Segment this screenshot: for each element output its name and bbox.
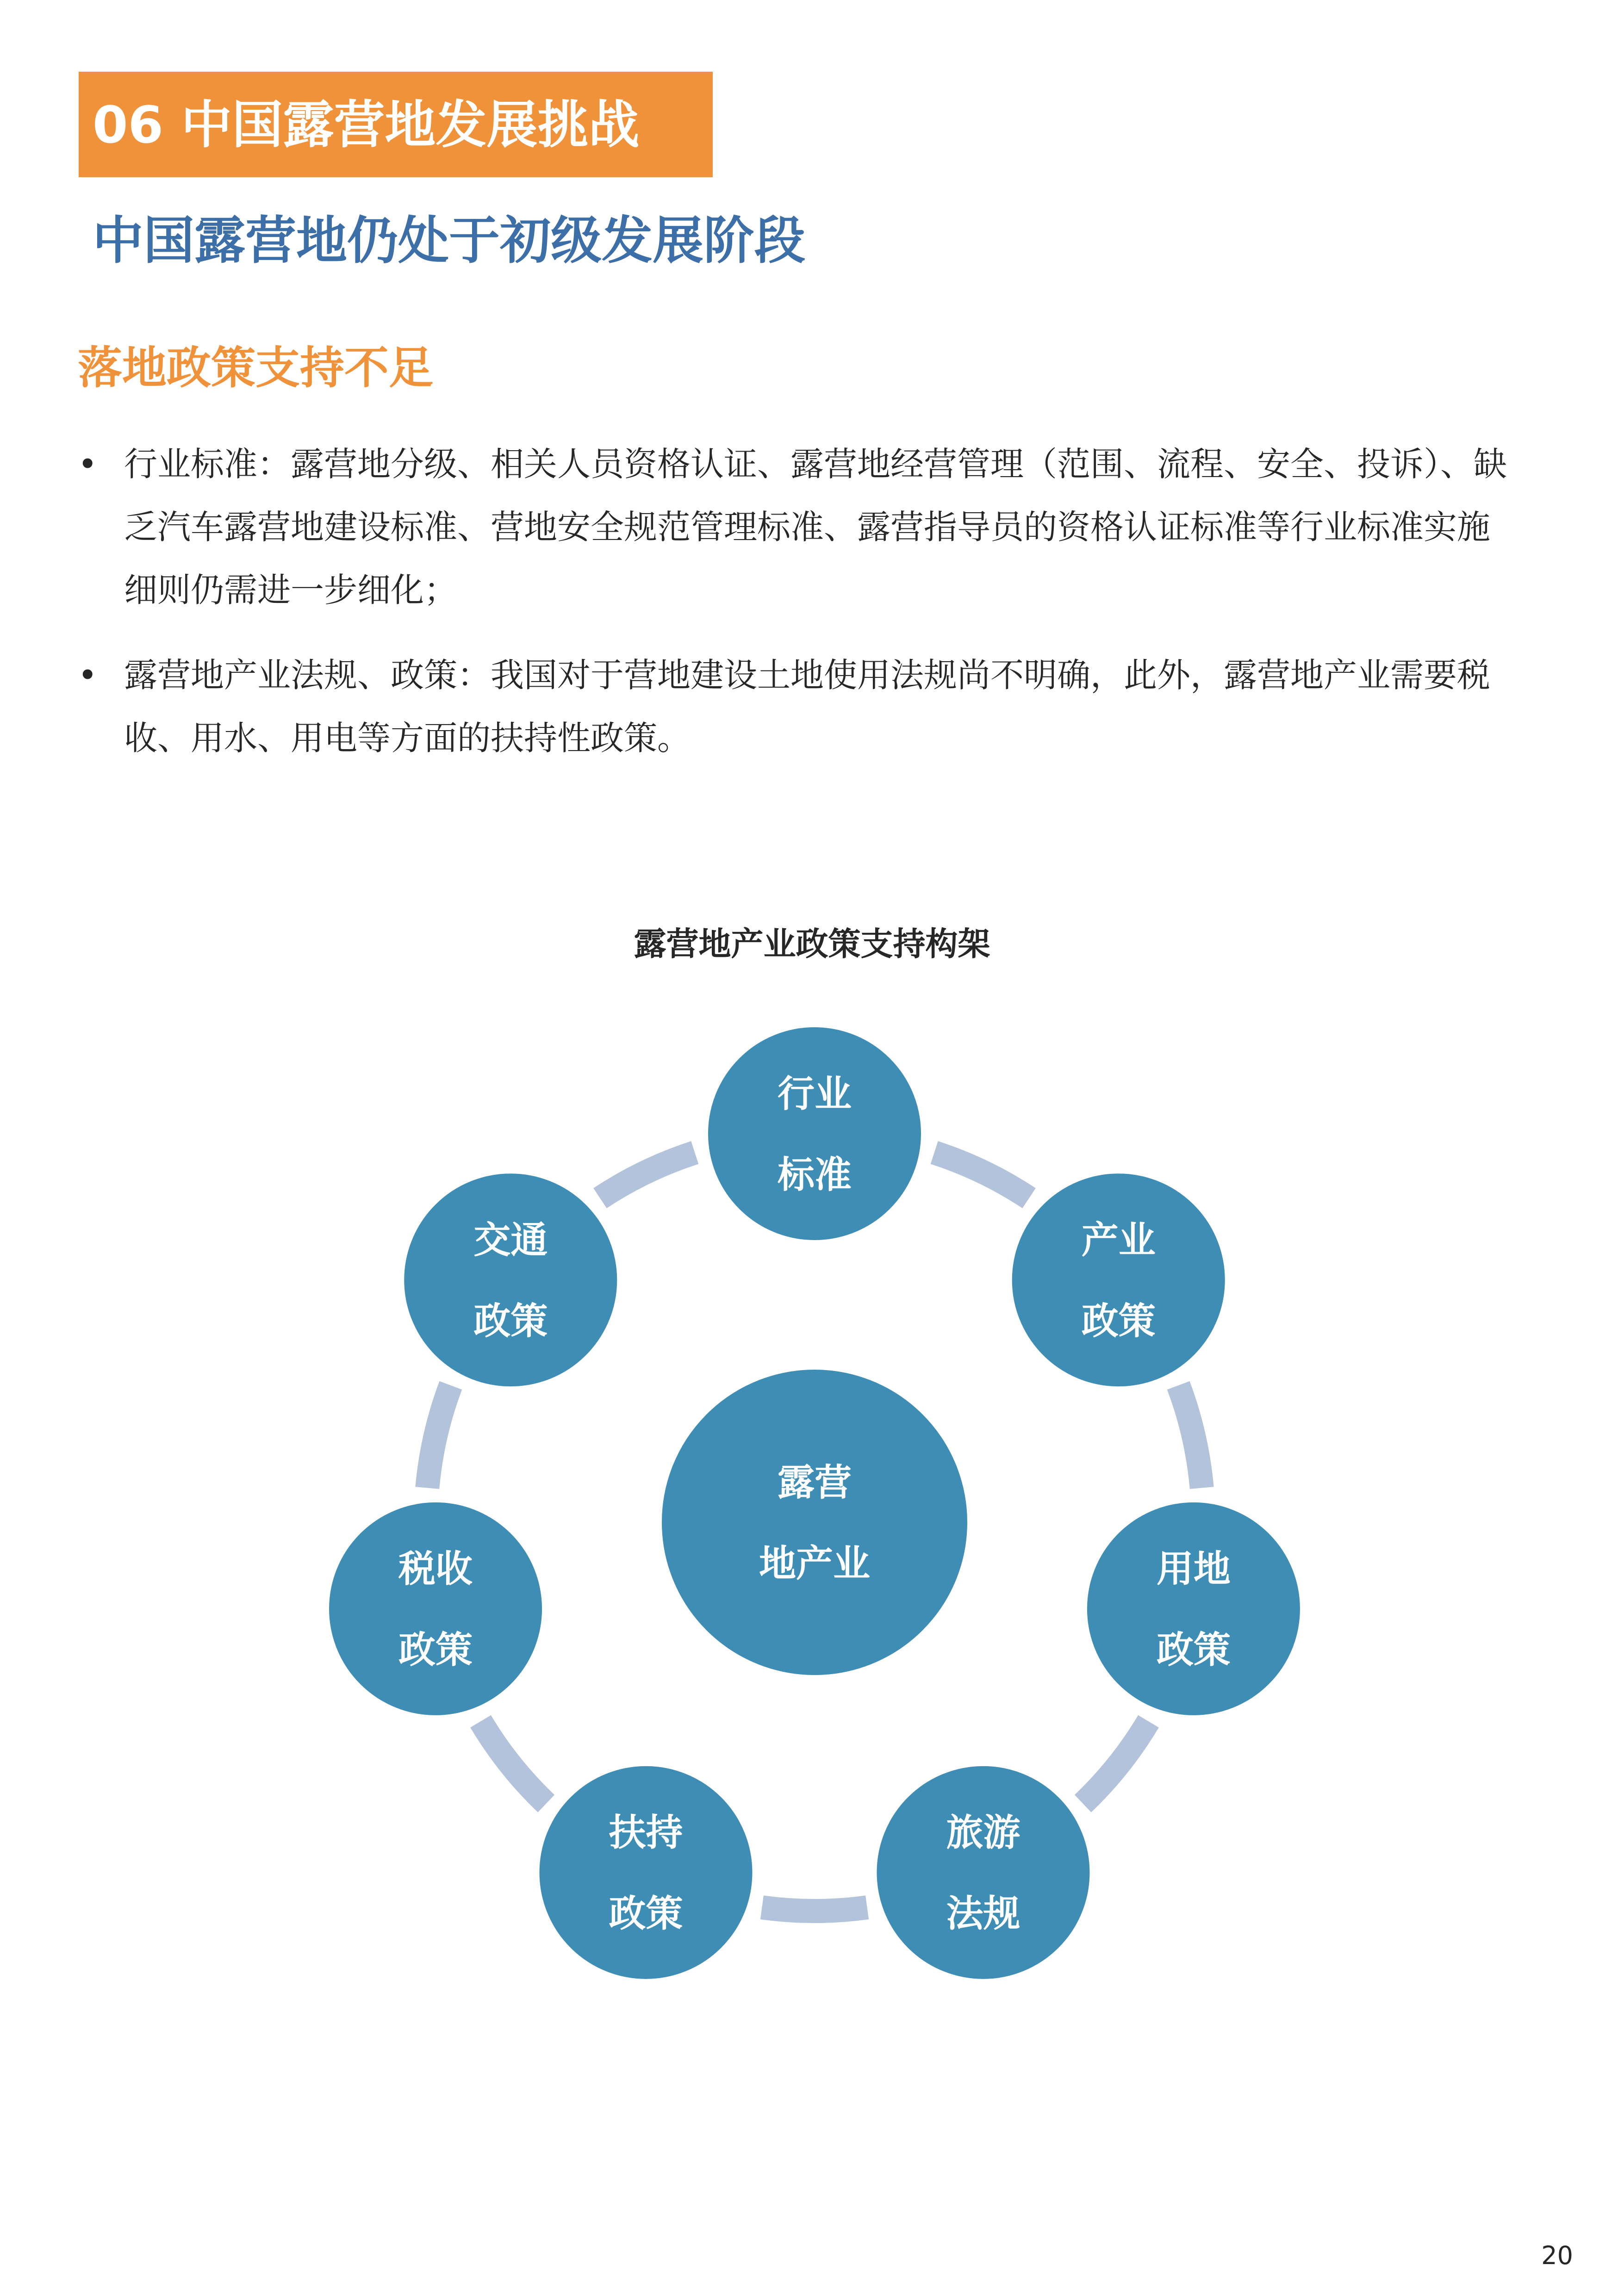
ring-arc bbox=[762, 1907, 867, 1911]
center-node-camping-industry bbox=[660, 1367, 970, 1677]
diagram-title: 露营地产业政策支持构架 bbox=[634, 925, 990, 963]
node-tax-policy-circle bbox=[327, 1500, 544, 1718]
node-tourism-law-label-line-2: 法规 bbox=[946, 1892, 1020, 1936]
node-industry-policy-label-line-2: 政策 bbox=[1081, 1299, 1156, 1343]
bullet-marker: • bbox=[78, 445, 98, 484]
node-support-policy-label-line-2: 政策 bbox=[609, 1892, 683, 1936]
ring-arc bbox=[934, 1153, 1029, 1198]
ring-arc bbox=[1178, 1385, 1202, 1488]
node-transport-policy-circle bbox=[402, 1171, 619, 1389]
center-node-camping-industry-circle bbox=[660, 1367, 970, 1677]
node-tax-policy-label-line-2: 政策 bbox=[398, 1628, 473, 1672]
ring-arc bbox=[600, 1153, 695, 1198]
node-support-policy-circle bbox=[537, 1764, 755, 1981]
node-tourism-law-label-line-1: 旅游 bbox=[946, 1811, 1020, 1855]
node-tax-policy bbox=[327, 1500, 544, 1718]
node-industry-policy bbox=[1010, 1171, 1227, 1389]
page-number: 20 bbox=[1541, 2241, 1573, 2270]
node-industry-policy-label-line-1: 产业 bbox=[1081, 1218, 1156, 1262]
node-land-policy bbox=[1085, 1500, 1302, 1718]
center-node bbox=[660, 1367, 970, 1677]
ring-arc bbox=[427, 1385, 451, 1488]
node-support-policy bbox=[537, 1764, 755, 1981]
node-industry-standard-label-line-1: 行业 bbox=[778, 1072, 852, 1116]
bullet-marker: • bbox=[78, 656, 98, 695]
ring-arc bbox=[480, 1721, 546, 1804]
center-node-camping-industry-label-line-2: 地产业 bbox=[759, 1542, 870, 1585]
node-tax-policy-label-line-1: 税收 bbox=[398, 1547, 473, 1591]
bullet-text: 露营地产业法规、政策：我国对于营地建设土地使用法规尚不明确，此外，露营地产业需要税收、用水、用电等方面的扶持性政策。 bbox=[124, 656, 1491, 757]
ring-arc bbox=[1083, 1721, 1149, 1804]
node-land-policy-circle bbox=[1085, 1500, 1302, 1718]
section-title: 落地政策支持不足 bbox=[78, 342, 433, 394]
page-heading: 中国露营地仍处于初级发展阶段 bbox=[93, 211, 805, 270]
node-industry-policy-circle bbox=[1010, 1171, 1227, 1389]
node-industry-standard bbox=[706, 1025, 923, 1242]
bullet-text: 行业标准：露营地分级、相关人员资格认证、露营地经营管理（范围、流程、安全、投诉）、缺乏汽车露营地建设标准、营地安全规范管理标准、露营指导员的资格认证标准等行业标准实施细则仍需进一步细化； bbox=[124, 445, 1507, 609]
node-industry-standard-label-line-2: 标准 bbox=[778, 1153, 852, 1197]
node-land-policy-label-line-1: 用地 bbox=[1156, 1547, 1231, 1591]
node-transport-policy bbox=[402, 1171, 619, 1389]
node-transport-policy-label-line-2: 政策 bbox=[473, 1299, 548, 1343]
node-tourism-law bbox=[874, 1764, 1092, 1981]
node-transport-policy-label-line-1: 交通 bbox=[473, 1218, 548, 1262]
node-industry-standard-circle bbox=[706, 1025, 923, 1242]
node-support-policy-label-line-1: 扶持 bbox=[609, 1811, 683, 1855]
node-tourism-law-circle bbox=[874, 1764, 1092, 1981]
section-label: 06 中国露营地发展挑战 bbox=[93, 95, 640, 155]
node-land-policy-label-line-2: 政策 bbox=[1156, 1628, 1231, 1672]
center-node-camping-industry-label-line-1: 露营 bbox=[778, 1461, 852, 1504]
